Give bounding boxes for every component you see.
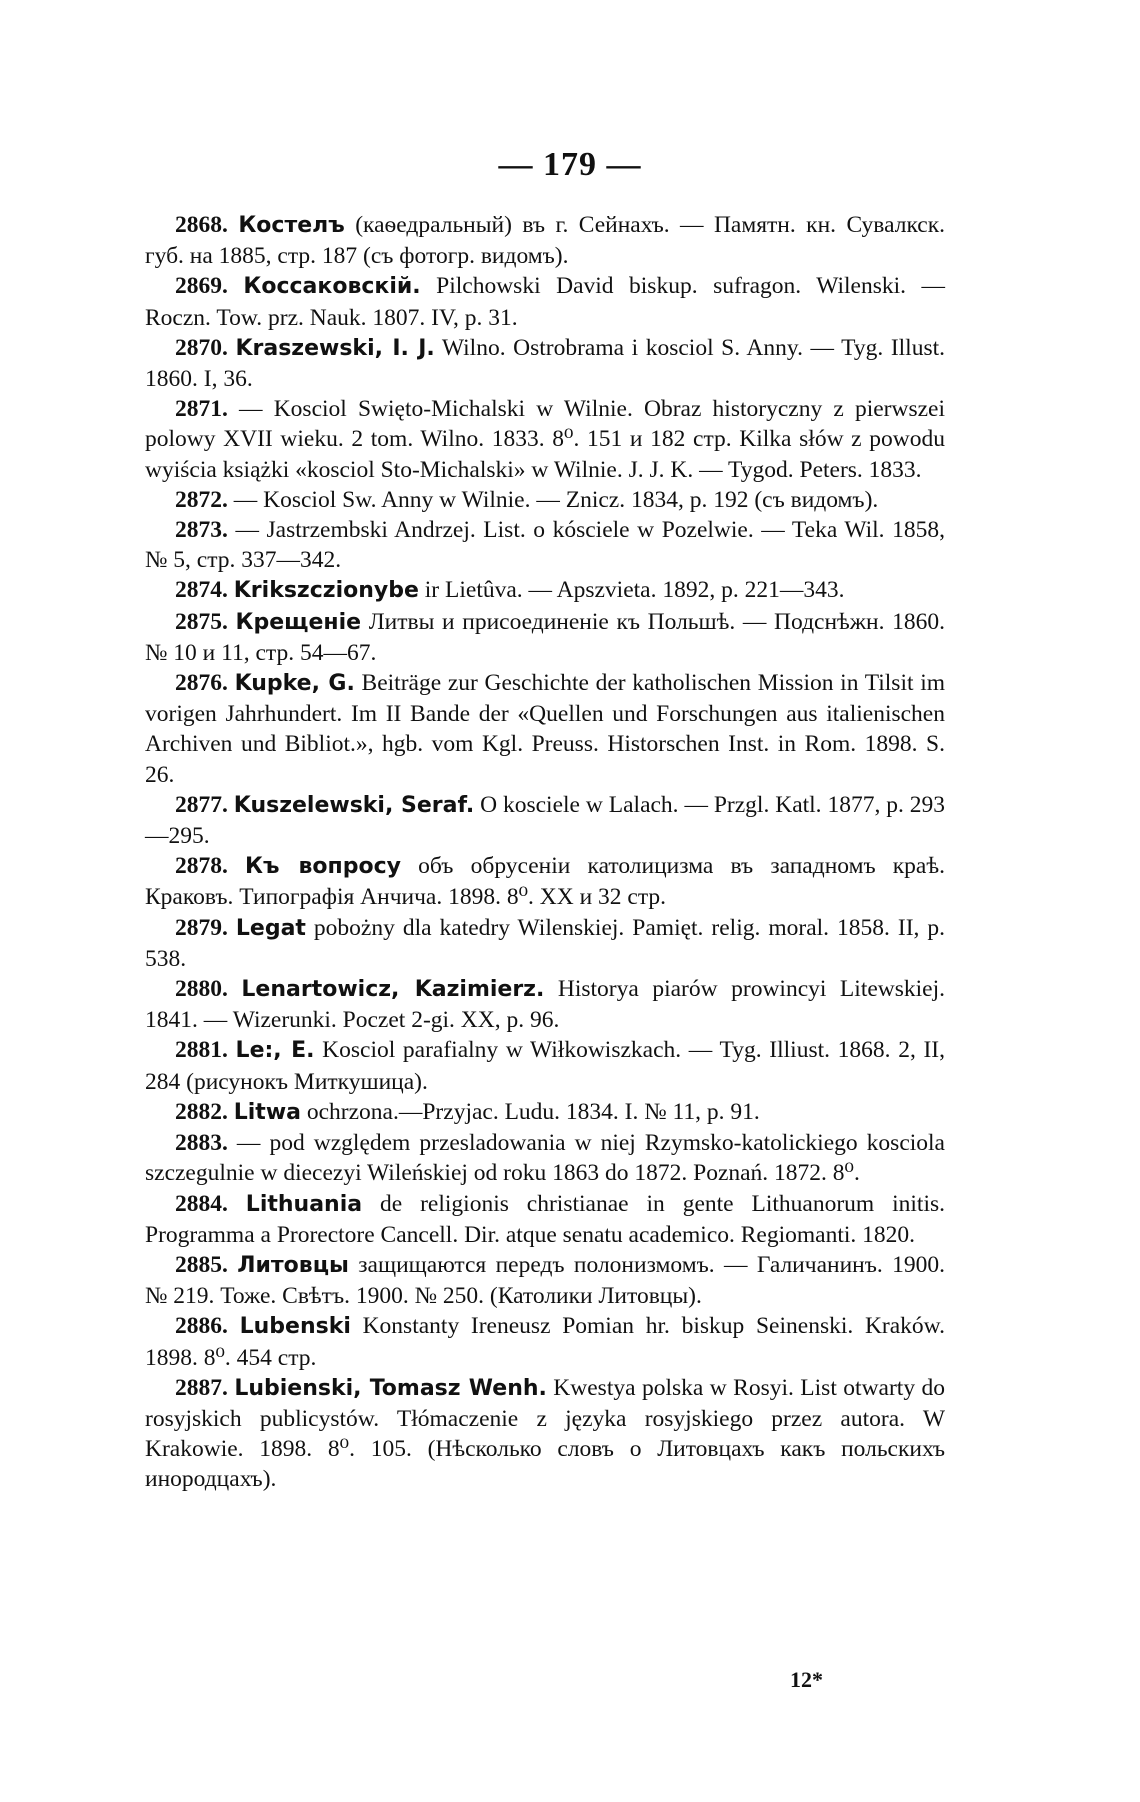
entry-number: 2873. xyxy=(175,517,228,544)
entry-heading: Le:, E. xyxy=(235,1038,315,1064)
bibliography-entry xyxy=(145,913,945,974)
bibliography-entry xyxy=(145,485,945,515)
bibliography-entry xyxy=(145,607,945,668)
entry-text: Литвы и присоединеніе къ Польшѣ. — Подснѣжн. 1860. № 10 и 11, стр. 54—67. xyxy=(145,608,945,666)
bibliography-entry xyxy=(145,394,945,485)
bibliography-entry xyxy=(145,1311,945,1372)
entry-heading: Костелъ xyxy=(238,213,345,238)
entry-heading: Lenartowicz, Kazimierz. xyxy=(241,977,545,1003)
entry-number: 2884. xyxy=(175,1190,228,1217)
entry-text: ir Lietûva. — Apszvieta. 1892, p. 221—343. xyxy=(418,577,845,604)
entry-number: 2881. xyxy=(175,1037,228,1064)
entry-number: 2870. xyxy=(175,334,228,361)
entry-number: 2877. xyxy=(175,791,228,818)
entry-text: ochrzona.—Przyjac. Ludu. 1834. I. № 11, p. 91. xyxy=(301,1098,760,1125)
entry-heading: Kraszewski, I. J. xyxy=(235,335,435,361)
entry-text: Wilno. Ostrobrama i kosciol S. Anny. — Tyg. Illust. 1860. I, 36. xyxy=(145,334,945,393)
bibliography-entry xyxy=(145,1250,945,1311)
bibliography-entry xyxy=(145,210,945,271)
entry-list xyxy=(145,210,945,1495)
entry-number: 2879. xyxy=(175,914,228,941)
page-number: — 179 — xyxy=(498,146,642,183)
entry-text: — Kosciol Sw. Anny w Wilnie. — Znicz. 1834, p. 192 (съ видомъ). xyxy=(227,486,879,513)
entry-number: 2878. xyxy=(175,853,228,880)
entry-number: 2886. xyxy=(175,1313,228,1340)
bibliography-entry xyxy=(145,515,945,575)
entry-text: O kosciele w Lalach. — Przgl. Katl. 1877, p. 293—295. xyxy=(145,791,946,850)
entry-text: защищаются передъ полонизмомъ. — Галичанинъ. 1900. № 219. Тоже. Свѣтъ. 1900. № 250. (Католики Литовцы). xyxy=(145,1251,945,1310)
entry-text: Kwestya polska w Rosyi. List otwarty do rosyjskich publicystów. Tłómaczenie z języka rosyjskiego przez autora. W Krakowie. 1898. 8⁰. 105. (Нѣсколько словъ о Литовцахъ какъ польскихъ инородцахъ). xyxy=(145,1374,946,1493)
entry-text: — pod względem przesladowania w niej Rzymsko-katolickiego kosciola szczegulnie w diecezyi Wileńskiej od roku 1863 do 1872. Poznań. 1872. 8⁰. xyxy=(145,1130,945,1187)
entry-text: pobożny dla katedry Wilenskiej. Pamięt. relig. moral. 1858. II, p. 538. xyxy=(145,914,946,972)
entry-heading: Коссаковскій. xyxy=(243,274,421,300)
bibliography-entry xyxy=(145,1035,945,1096)
entry-text: — Jastrzembski Andrzej. List. o kósciele w Pozelwie. — Teka Wil. 1858, № 5, стр. 337—342. xyxy=(145,517,945,574)
entry-heading: Legat xyxy=(235,915,306,941)
entry-text: Kosciol parafialny w Wiłkowiszkach. — Tyg. Illiust. 1868. 2, II, 284 (рисунокъ Миткушица). xyxy=(145,1037,946,1095)
bibliography-entry xyxy=(145,668,945,790)
entry-number: 2875. xyxy=(175,608,228,635)
bibliography-entry xyxy=(145,1373,945,1495)
bibliography-entry xyxy=(145,851,945,912)
entry-number: 2882. xyxy=(175,1098,228,1125)
bibliography-entry xyxy=(145,333,945,394)
entry-number: 2876. xyxy=(175,670,228,697)
entry-text: (каѳедральный) въ г. Сейнахъ. — Памятн. кн. Сувалкск. губ. на 1885, стр. 187 (съ фотогр. видомъ). xyxy=(145,212,946,270)
entry-number: 2872. xyxy=(175,486,228,513)
entry-text: объ обрусеніи католицизма въ западномъ краѣ. Краковъ. Типографія Анчича. 1898. 8⁰. XX и 32 стр. xyxy=(145,853,945,911)
bibliography-entry xyxy=(145,271,945,332)
entry-number: 2868. xyxy=(175,212,228,238)
entry-heading: Lubenski xyxy=(239,1314,351,1340)
entry-heading: Литовцы xyxy=(237,1252,349,1278)
bibliography-entry xyxy=(145,1189,945,1250)
entry-number: 2869. xyxy=(175,273,228,300)
entry-number: 2885. xyxy=(175,1251,228,1278)
entry-text: — Kosciol Swięto-Michalski w Wilnie. Obraz historyczny z pierwszei polowy XVII wieku. 2 tom. Wilno. 1833. 8⁰. 151 и 182 стр. Kilka słów z powodu wyiścia książki «kosciol Sto-Michalski» w Wilnie. J. J. K. — Tygod. Peters. 1833. xyxy=(145,396,945,483)
entry-text: Pilchowski David biskup. sufragon. Wilenski. — Roczn. Tow. prz. Nauk. 1807. IV, p. 31. xyxy=(145,273,946,331)
printer-signature: 12* xyxy=(790,1667,823,1692)
entry-number: 2871. xyxy=(175,396,228,423)
entry-heading: Lithuania xyxy=(245,1191,363,1217)
bibliography-entry xyxy=(145,1097,945,1128)
entry-number: 2887. xyxy=(175,1374,228,1401)
entry-number: 2880. xyxy=(175,976,228,1003)
entry-heading: Kuszelewski, Seraf. xyxy=(233,792,475,818)
entry-text: de religionis christianae in gente Lithuanorum initis. Programma a Prorectore Cancell. Dir. atque senatu academico. Regiomanti. 1820. xyxy=(145,1190,946,1248)
entry-number: 2883. xyxy=(175,1130,228,1157)
entry-heading: Lubienski, Tomasz Wenh. xyxy=(234,1375,547,1401)
entry-heading: Litwa xyxy=(233,1099,301,1125)
bibliography-entry xyxy=(145,974,945,1035)
entry-text: Historya piarów prowincyi Litewskiej. 1841. — Wizerunki. Poczet 2-gi. XX, p. 96. xyxy=(145,976,946,1034)
bibliography-entry xyxy=(145,1128,945,1188)
entry-text: Konstanty Ireneusz Pomian hr. biskup Seinenski. Kraków. 1898. 8⁰. 454 стр. xyxy=(145,1313,945,1371)
entry-number: 2874. xyxy=(175,577,228,604)
entry-heading: Крещеніе xyxy=(235,609,362,635)
entry-text: Beiträge zur Geschichte der katholischen Mission in Tilsit im vorigen Jahrhundert. Im II Bande der «Quellen und Forschungen aus italienischen Archiven und Bibliot.», hgb. vom Kgl. Preuss. Historschen Inst. in Rom. 1898. S. 26. xyxy=(145,670,945,788)
entry-heading: Krikszczionybe xyxy=(233,578,419,604)
entry-heading: Къ вопросу xyxy=(245,854,401,880)
entry-heading: Kupke, G. xyxy=(234,671,355,697)
bibliography-entry xyxy=(145,790,945,851)
bibliography-entry xyxy=(145,575,945,606)
